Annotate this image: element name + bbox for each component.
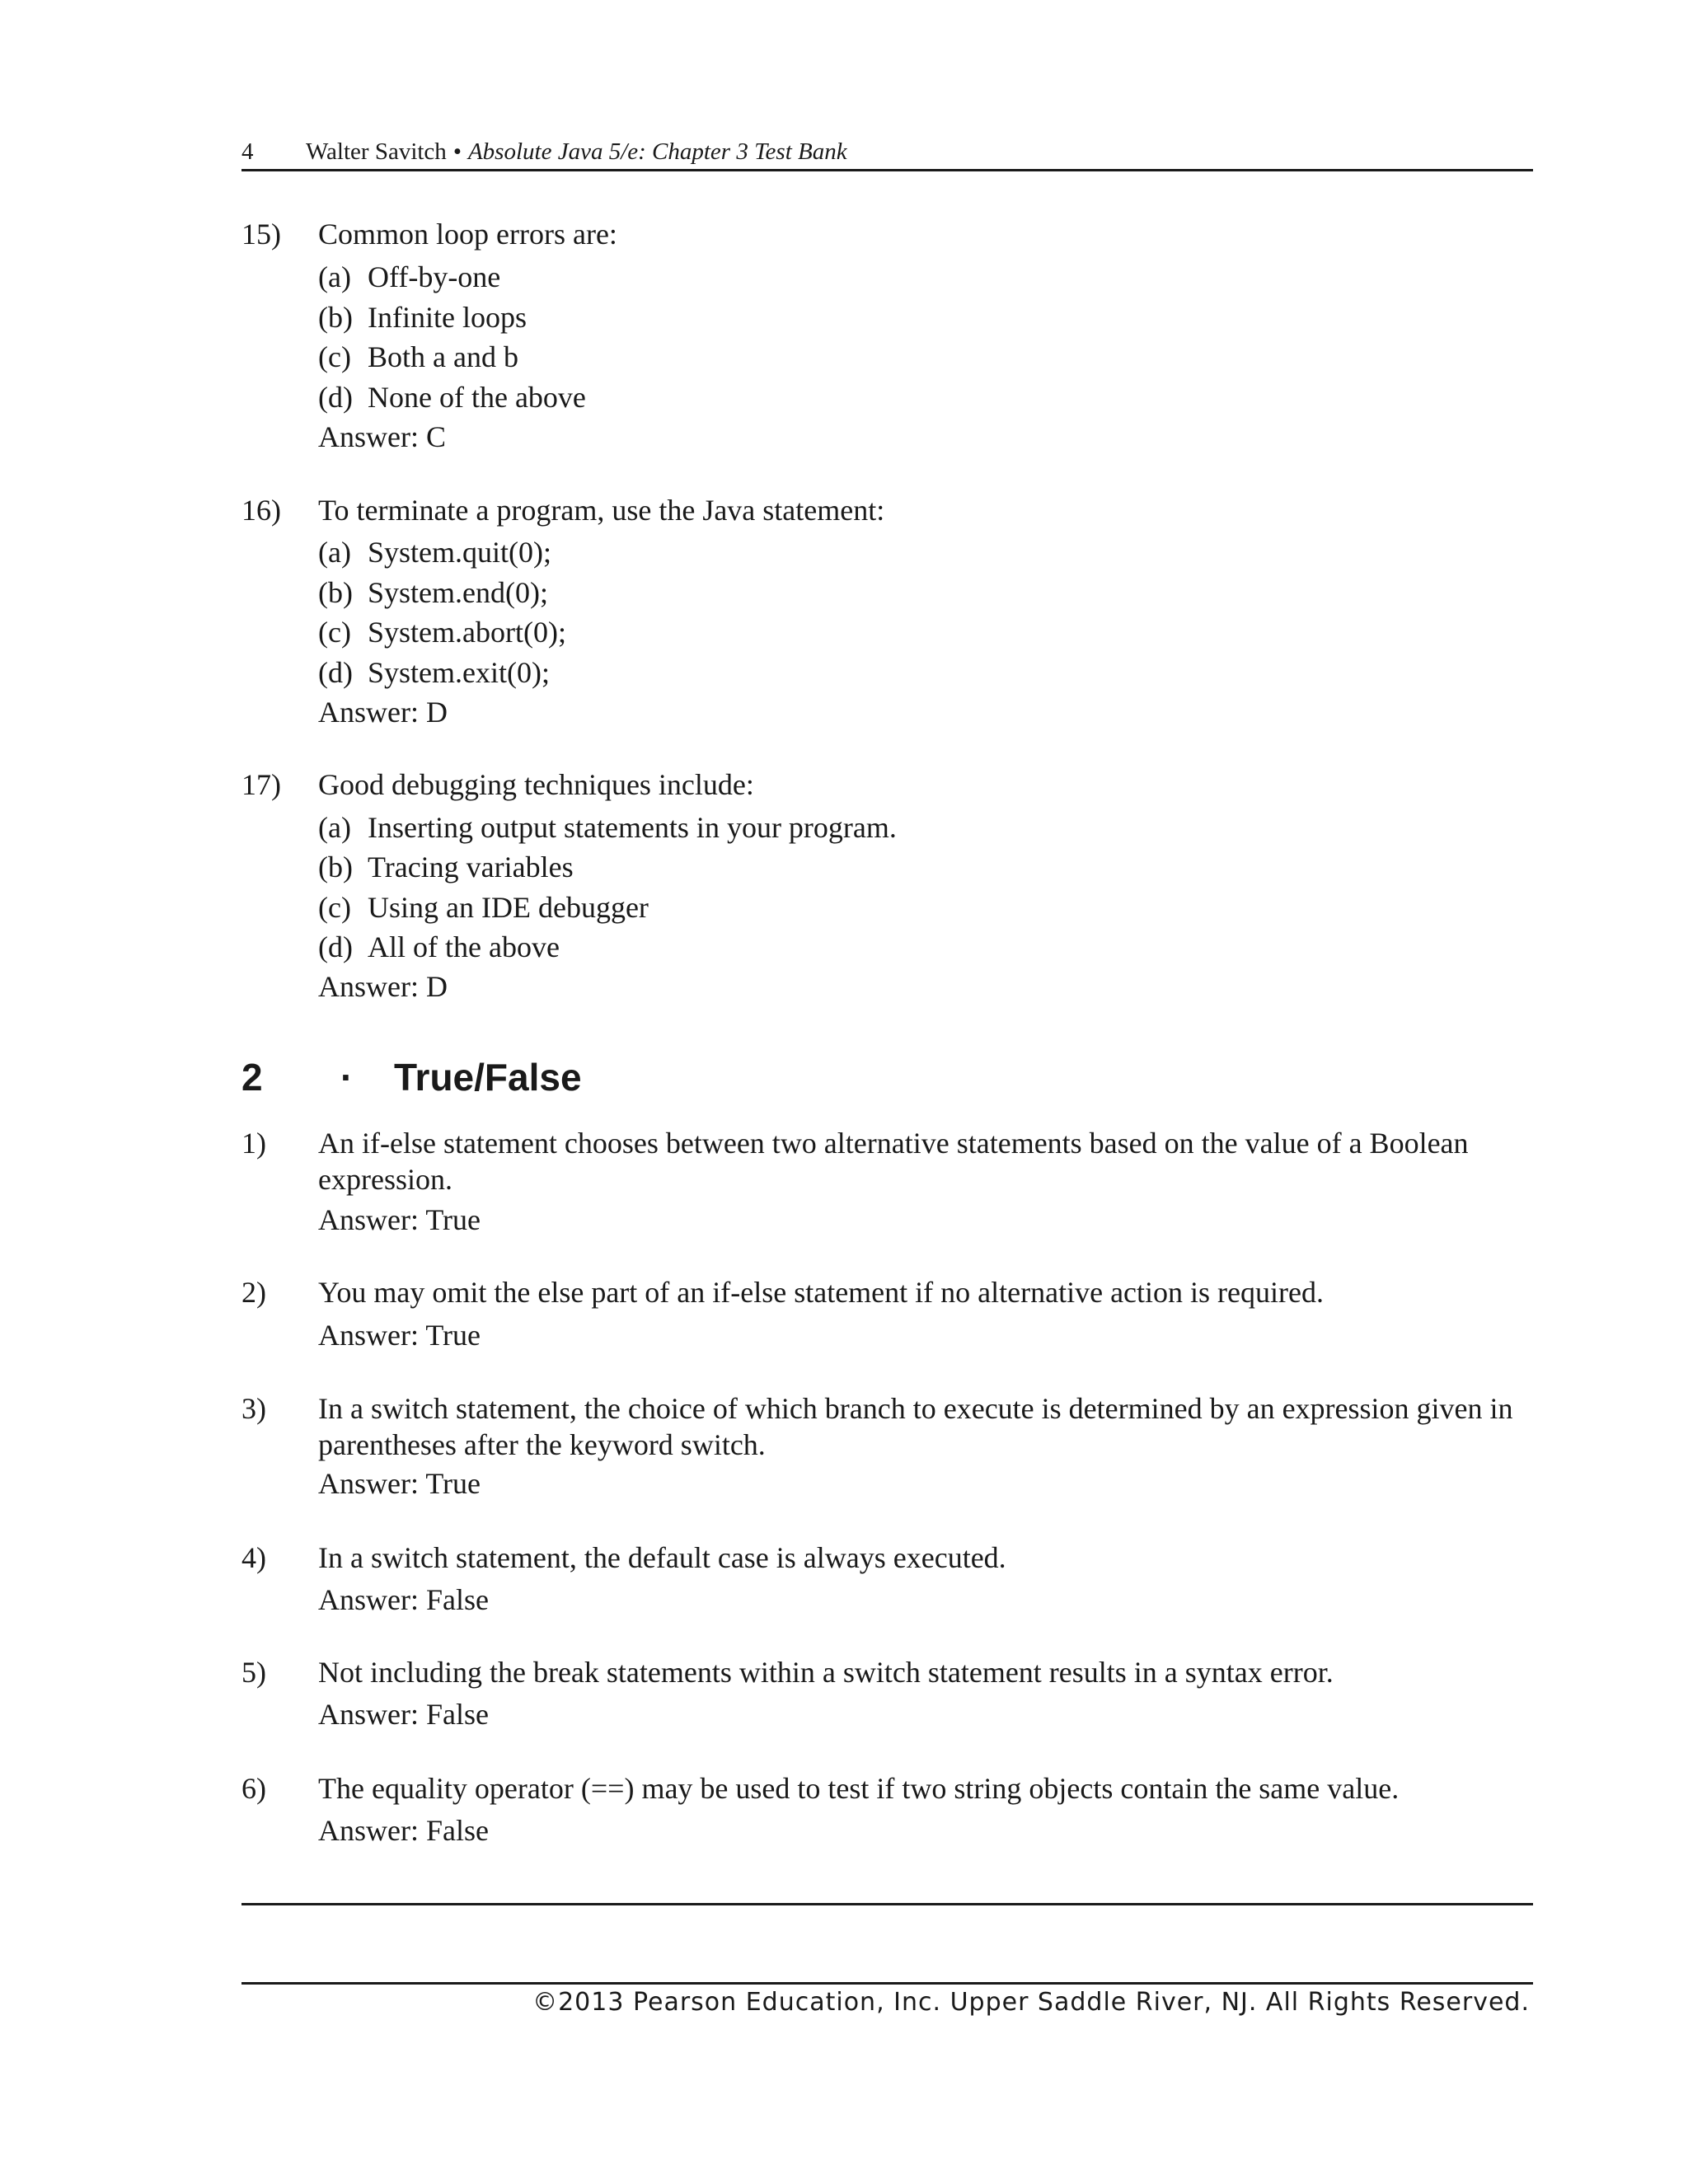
question-text: To terminate a program, use the Java statement:	[318, 494, 885, 527]
running-header	[241, 138, 847, 166]
answer-key: Answer: False	[318, 1583, 489, 1616]
option-text: Tracing variables	[368, 851, 574, 883]
option-letter: (a)	[318, 536, 351, 569]
option-letter: (d)	[318, 656, 353, 689]
option-letter: (c)	[318, 891, 351, 924]
page-number: 4	[241, 138, 254, 165]
option-letter: (a)	[318, 811, 351, 844]
option-letter: (b)	[318, 576, 353, 609]
option-text: Off-by-one	[368, 260, 501, 293]
statement-text: The equality operator (==) may be used to test if two string objects contain the same value.	[318, 1772, 1400, 1805]
header-separator: •	[452, 138, 462, 165]
answer-option	[318, 339, 518, 375]
option-letter: (b)	[318, 851, 353, 883]
question-text: Good debugging techniques include:	[318, 768, 754, 801]
option-letter: (d)	[318, 930, 353, 963]
answer-key: Answer: D	[318, 696, 448, 729]
statement-text: In a switch statement, the default case is always executed.	[318, 1541, 1006, 1574]
question-number: 2)	[241, 1276, 266, 1309]
option-text: System.quit(0);	[368, 536, 551, 569]
answer-option	[318, 574, 548, 611]
answer-key: Answer: False	[318, 1698, 489, 1731]
answer-option	[318, 809, 897, 846]
statement-text: Not including the break statements within a switch statement results in a syntax error.	[318, 1656, 1334, 1689]
answer-key: Answer: D	[318, 970, 448, 1003]
option-letter: (c)	[318, 616, 351, 649]
statement-text: An if-else statement chooses between two alternative statements based on the value of a Boolean expression.	[318, 1127, 1469, 1196]
question-number: 4)	[241, 1541, 266, 1574]
answer-key: Answer: True	[318, 1467, 481, 1500]
answer-option	[318, 259, 500, 295]
option-text: Inserting output statements in your program.	[368, 811, 897, 844]
footer-rule	[241, 1982, 1533, 1985]
header-title: Absolute Java 5/e: Chapter 3 Test Bank	[467, 138, 847, 165]
option-text: System.end(0);	[368, 576, 548, 609]
option-text: System.exit(0);	[368, 656, 550, 689]
answer-option	[318, 849, 574, 885]
answer-option	[318, 929, 560, 965]
option-letter: (a)	[318, 260, 351, 293]
header-rule	[241, 169, 1533, 171]
question-number: 6)	[241, 1772, 266, 1805]
question-number: 1)	[241, 1127, 266, 1160]
answer-key: Answer: C	[318, 420, 446, 453]
answer-option	[318, 534, 551, 570]
statement-text: In a switch statement, the choice of which branch to execute is determined by an expression given in parentheses after the keyword switch.	[318, 1392, 1513, 1461]
question-number: 17)	[241, 768, 281, 801]
option-text: None of the above	[368, 381, 586, 414]
answer-option	[318, 654, 550, 691]
answer-option	[318, 379, 586, 415]
section-title: True/False	[394, 1056, 582, 1099]
content-bottom-rule	[241, 1903, 1533, 1905]
option-text: Both a and b	[368, 340, 518, 373]
answer-key: Answer: False	[318, 1814, 489, 1847]
section-number: 2	[241, 1056, 263, 1099]
section-heading	[241, 1055, 582, 1099]
option-text: Infinite loops	[368, 301, 527, 334]
option-letter: (d)	[318, 381, 353, 414]
answer-key: Answer: True	[318, 1319, 481, 1352]
answer-option	[318, 614, 566, 650]
statement-text: You may omit the else part of an if-else statement if no alternative action is required.	[318, 1276, 1324, 1309]
option-letter: (b)	[318, 301, 353, 334]
option-text: System.abort(0);	[368, 616, 566, 649]
question-number: 15)	[241, 218, 281, 251]
copyright-notice: ©2013 Pearson Education, Inc. Upper Saddle River, NJ. All Rights Reserved.	[532, 1988, 1530, 2017]
question-number: 3)	[241, 1392, 266, 1425]
option-text: All of the above	[368, 930, 560, 963]
question-text: Common loop errors are:	[318, 218, 617, 251]
answer-option	[318, 889, 649, 926]
question-number: 5)	[241, 1656, 266, 1689]
option-text: Using an IDE debugger	[368, 891, 649, 924]
question-number: 16)	[241, 494, 281, 527]
option-letter: (c)	[318, 340, 351, 373]
answer-option	[318, 299, 527, 335]
answer-key: Answer: True	[318, 1203, 481, 1236]
header-author: Walter Savitch	[306, 138, 447, 165]
section-bullet: ·	[340, 1056, 354, 1099]
